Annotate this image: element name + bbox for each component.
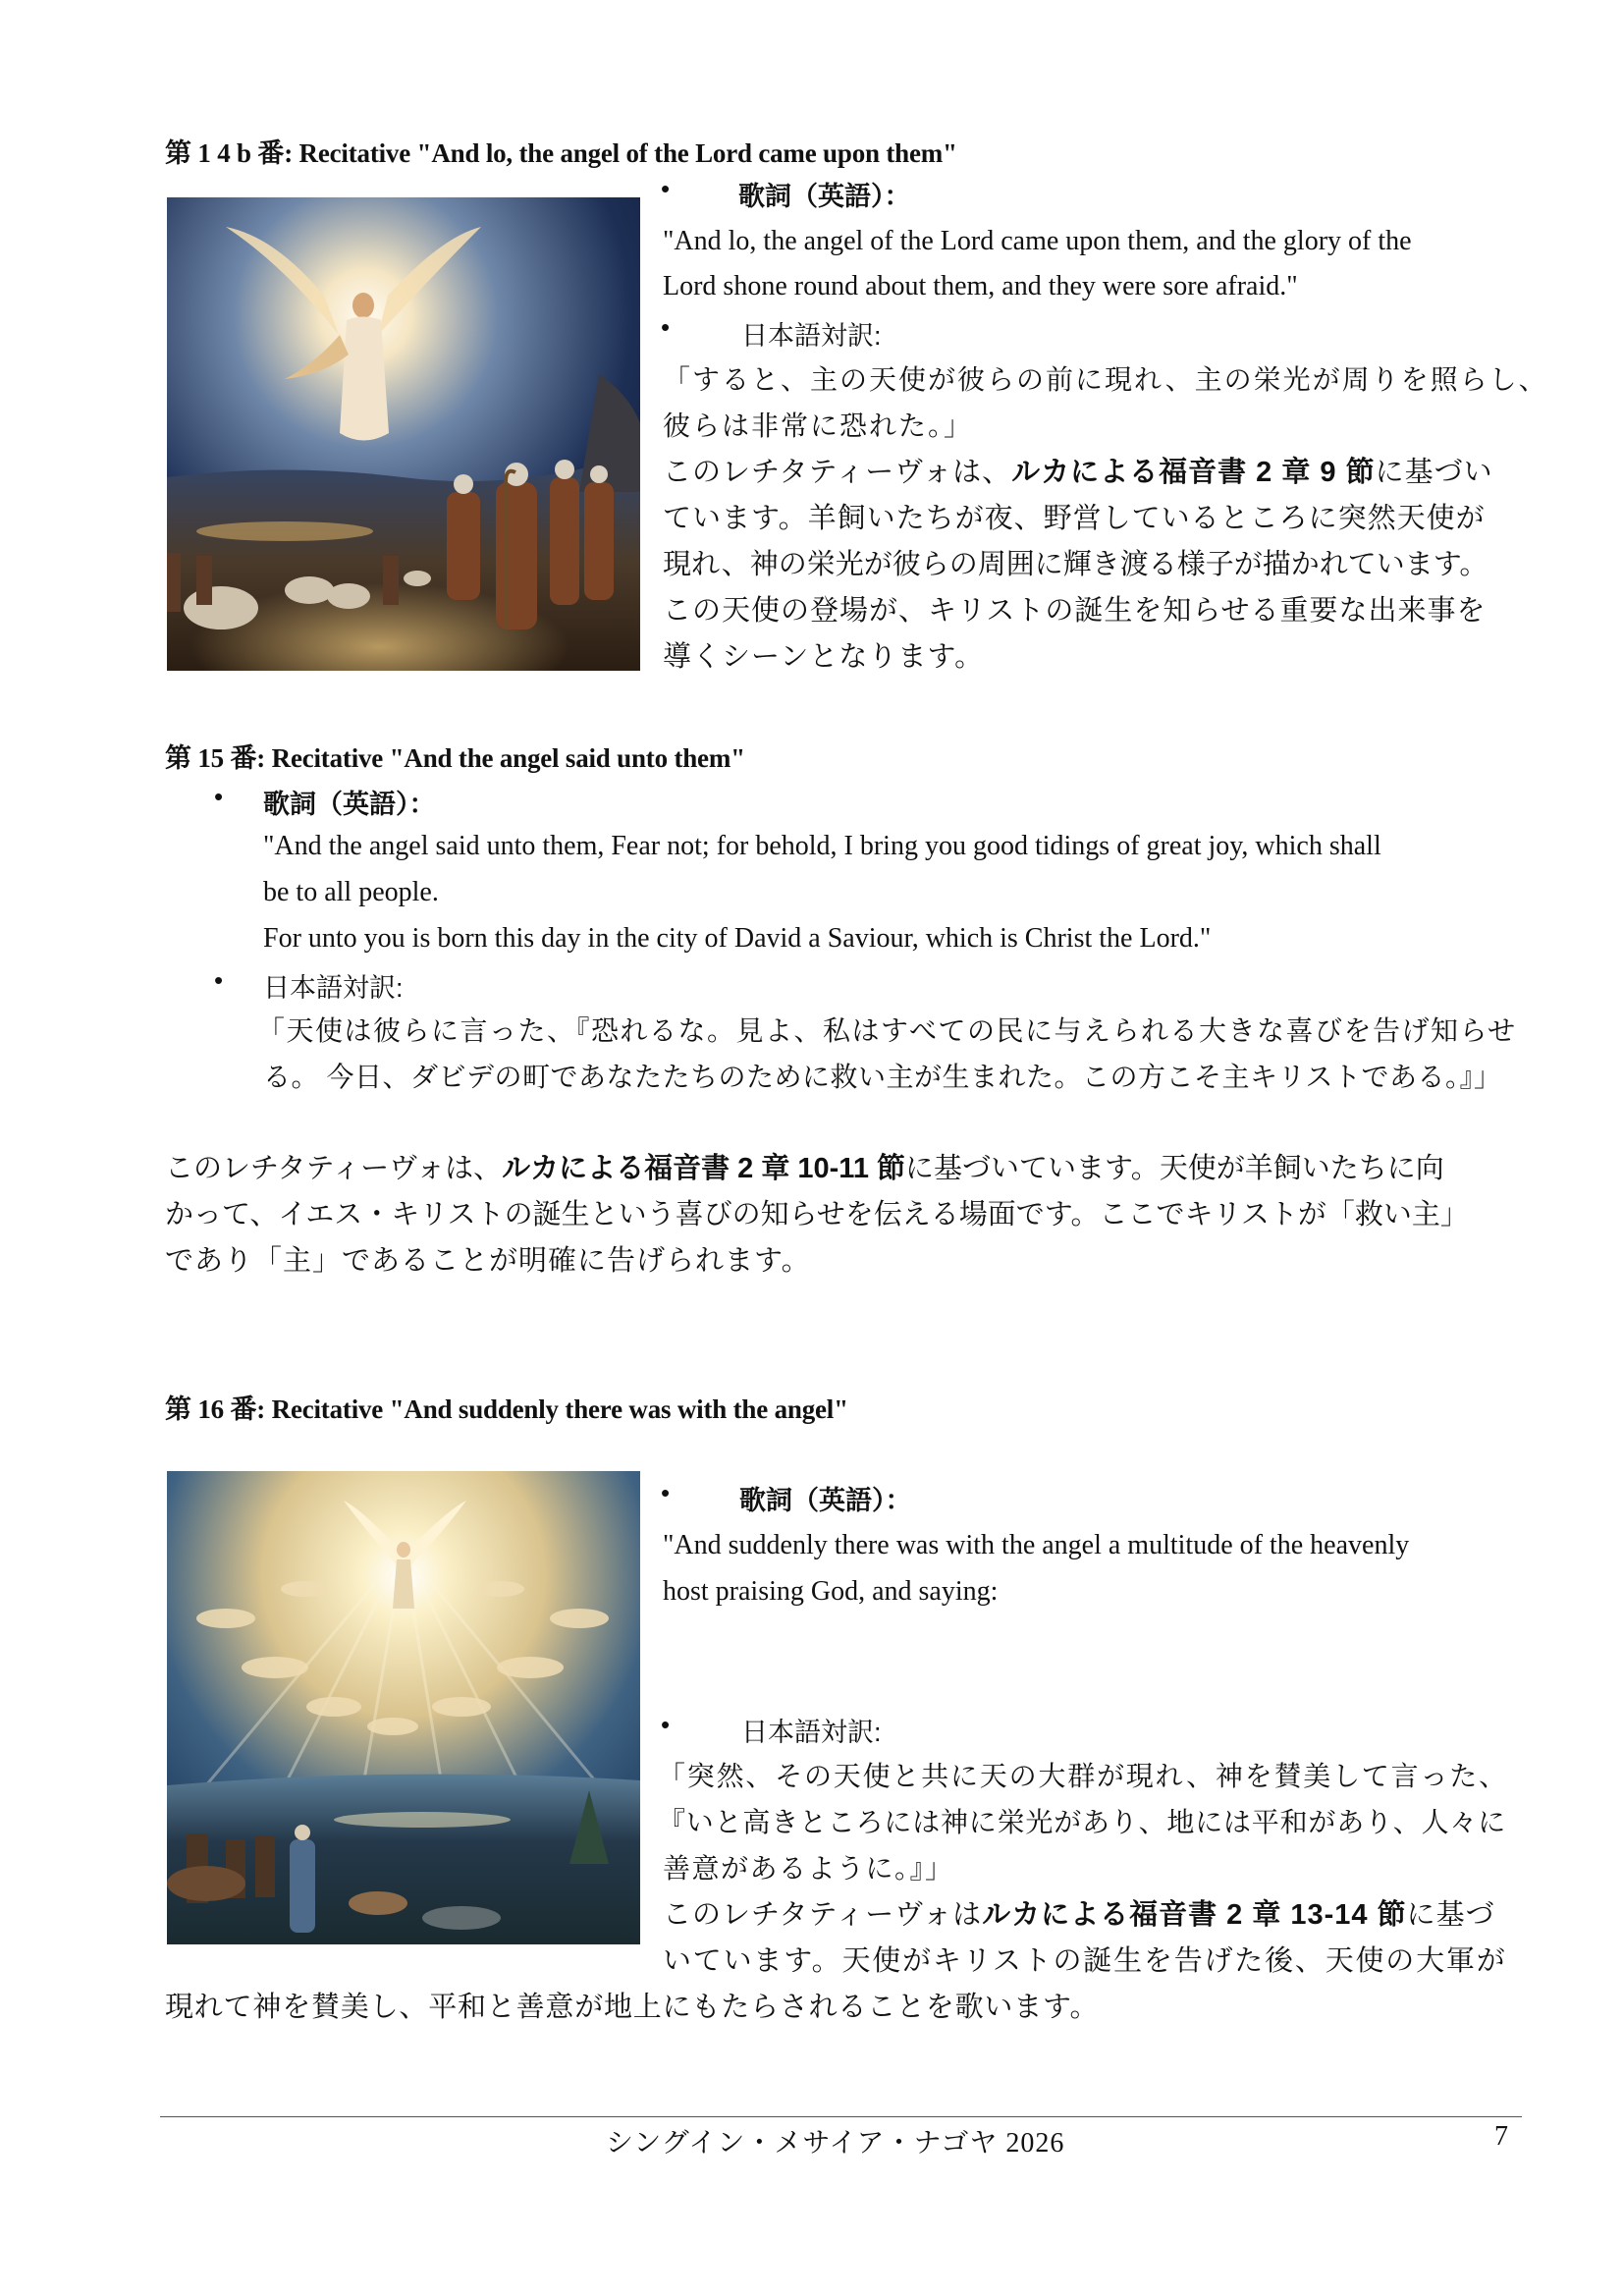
lyrics-en-line: "And the angel said unto them, Fear not; for behold, I bring you good tidings of great joy, which shall: [263, 831, 1381, 861]
commentary-line: 現れて神を賛美し、平和と善意が地上にもたらされることを歌います。: [165, 1992, 1100, 2023]
commentary-line: [165, 1146, 1444, 1192]
section-heading-14b: 第 1 4 b 番: Recitative "And lo, the angel of the Lord came upon them": [165, 138, 957, 168]
bullet-icon: •: [661, 312, 671, 342]
commentary-line: いています。天使がキリストの誕生を告げた後、天使の大軍が: [663, 1945, 1507, 1977]
lyrics-en-line: host praising God, and saying:: [663, 1576, 999, 1607]
commentary-line: [663, 450, 1493, 496]
commentary-line: ています。羊飼いたちが夜、野営しているところに突然天使が: [663, 503, 1486, 534]
commentary-text: このレチタティーヴォは、: [165, 1153, 503, 1184]
bullet-icon: •: [661, 1710, 671, 1739]
lyrics-en-line: Lord shone round about them, and they were sore afraid.": [663, 271, 1298, 301]
commentary-text: に基づいています。天使が羊飼いたちに向: [905, 1153, 1444, 1184]
translation-jp-line: 彼らは非常に恐れた。」: [663, 411, 974, 442]
heavenly-host-painting: [167, 1471, 640, 1944]
section-heading-15: 第 15 番: Recitative "And the angel said unto them": [165, 743, 745, 773]
translation-jp-line: 「天使は彼らに言った、『恐れるな。見よ、私はすべての民に与えられる大きな喜びを告げ知らせ: [257, 1016, 1517, 1047]
bullet-icon: •: [661, 1478, 671, 1507]
angel-appears-to-shepherds-painting: [167, 197, 640, 671]
lyrics-en-line: "And lo, the angel of the Lord came upon them, and the glory of the: [663, 226, 1412, 256]
heavenly-host-image: [167, 1471, 640, 1944]
angel-appears-to-shepherds-image: [167, 197, 640, 671]
bullet-icon: •: [214, 965, 224, 995]
translation-jp-line: る。 今日、ダビデの町であなたたちのために救い主が生まれた。この方こそ主キリストである。』」: [263, 1063, 1502, 1093]
commentary-text: このレチタティーヴォは、: [663, 457, 1012, 488]
scripture-reference: ルカによる福音書 2 章 9 節: [1011, 457, 1376, 488]
lyrics-en-line: For unto you is born this day in the city of David a Saviour, which is Christ the Lord.": [263, 923, 1212, 954]
scripture-reference: ルカによる福音書 2 章 10-11 節: [502, 1153, 906, 1184]
translation-jp-line: 善意があるように。』」: [663, 1854, 954, 1885]
translation-jp-line: 「すると、主の天使が彼らの前に現れ、主の栄光が周りを照らし、: [663, 365, 1548, 396]
bullet-icon: •: [214, 782, 224, 811]
commentary-text: に基づ: [1406, 1899, 1495, 1931]
lyrics-label: 歌詞（英語）：: [738, 182, 911, 211]
lyrics-en-line: "And suddenly there was with the angel a multitude of the heavenly: [663, 1530, 1410, 1560]
commentary-line: 現れ、神の栄光が彼らの周囲に輝き渡る様子が描かれています。: [663, 549, 1488, 580]
lyrics-en-line: be to all people.: [263, 877, 439, 907]
commentary-text: このレチタティーヴォは: [663, 1899, 983, 1931]
bullet-icon: •: [661, 174, 671, 203]
commentary-line: 導くシーンとなります。: [663, 641, 985, 673]
translation-label: 日本語対訳:: [741, 1718, 882, 1747]
footer-title: シングイン・メサイア・ナゴヤ 2026: [606, 2128, 1065, 2159]
lyrics-label: 歌詞（英語）：: [739, 1486, 912, 1515]
translation-jp-line: 『いと高きところには神に栄光があり、地には平和があり、人々に: [658, 1808, 1507, 1838]
commentary-line: [663, 1892, 1495, 1939]
page-number: 7: [1494, 2121, 1508, 2152]
commentary-line: かって、イエス・キリストの誕生という喜びの知らせを伝える場面です。ここでキリストが「救い主」: [165, 1199, 1469, 1230]
footer-divider: [160, 2116, 1522, 2117]
section-heading-16: 第 16 番: Recitative "And suddenly there was with the angel": [165, 1394, 848, 1424]
translation-jp-line: 「突然、その天使と共に天の大群が現れ、神を賛美して言った、: [658, 1762, 1508, 1792]
commentary-text: に基づい: [1375, 457, 1493, 488]
commentary-line: この天使の登場が、キリストの誕生を知らせる重要な出来事を: [663, 595, 1487, 627]
translation-label: 日本語対訳:: [263, 973, 404, 1003]
lyrics-label: 歌詞（英語）：: [263, 790, 436, 819]
commentary-line: であり「主」であることが明確に告げられます。: [165, 1245, 811, 1277]
translation-label: 日本語対訳:: [741, 321, 882, 351]
scripture-reference: ルカによる福音書 2 章 13-14 節: [982, 1899, 1407, 1931]
